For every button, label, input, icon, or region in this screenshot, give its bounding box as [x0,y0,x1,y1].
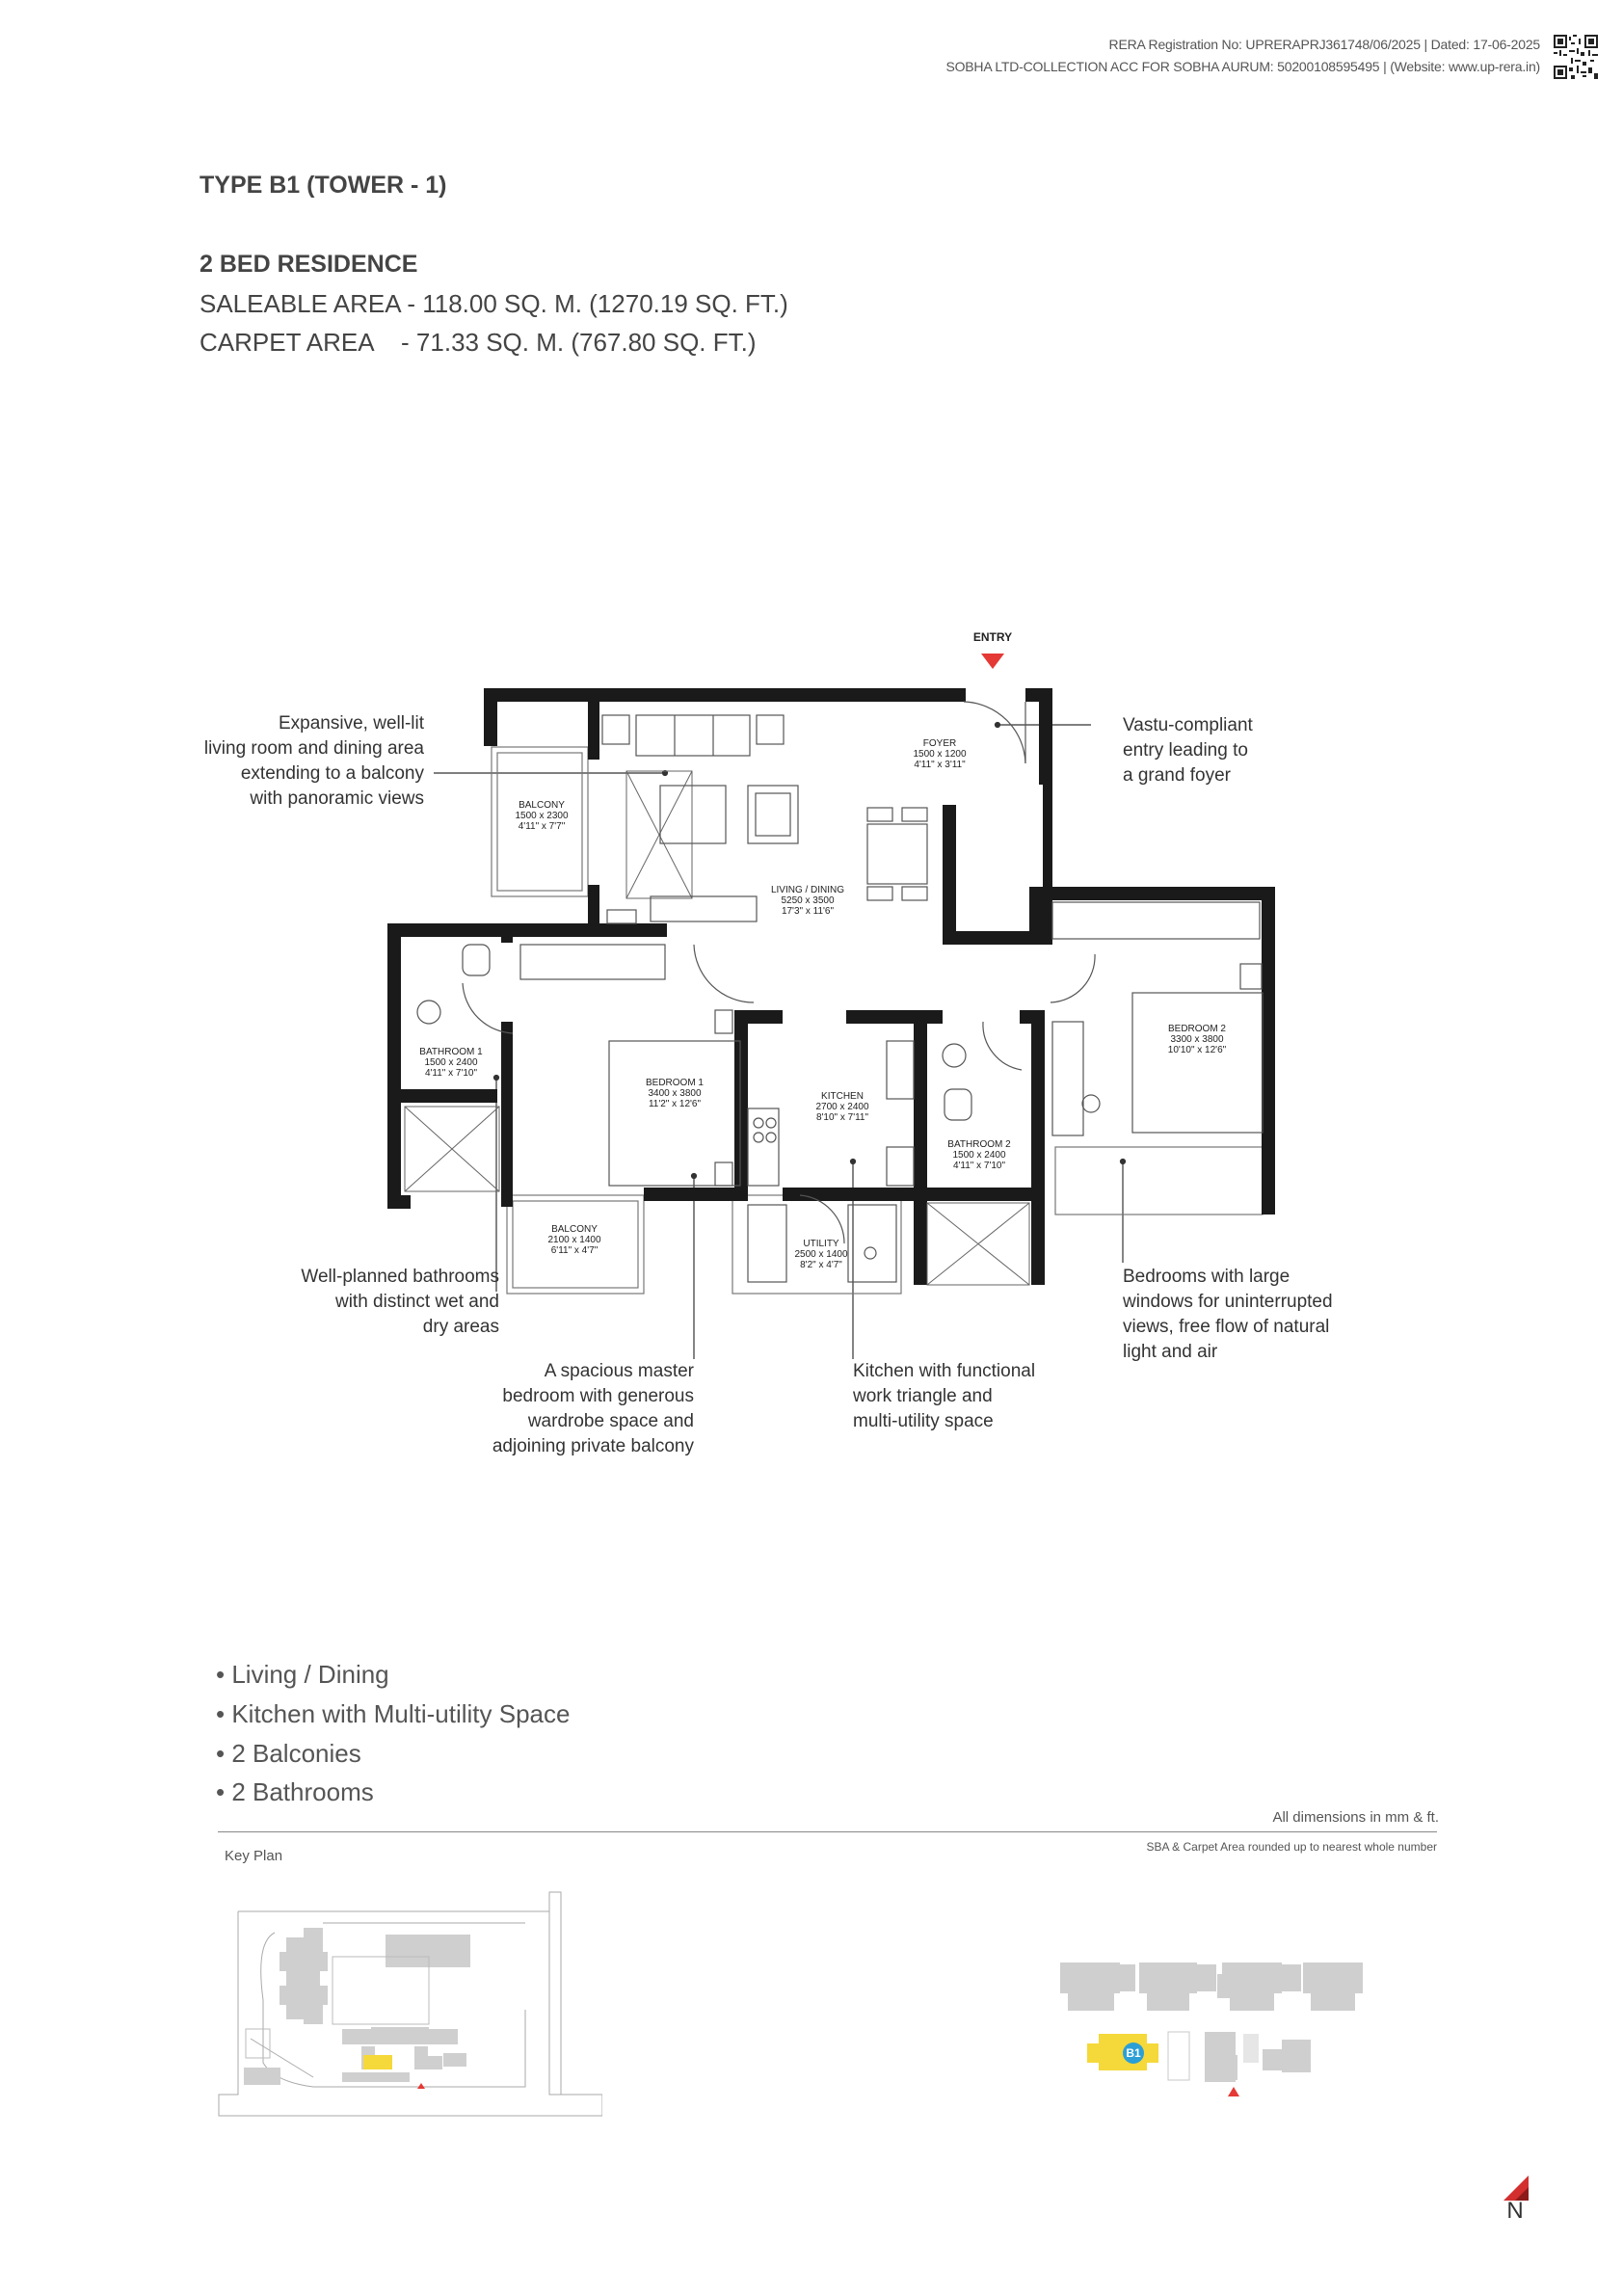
tower-key-plan [1051,1957,1417,2111]
room-label-living: 5250 x 3500 [781,895,835,906]
room-label-bedroom1: 11'2" x 12'6" [648,1099,702,1109]
room-label-bathroom2: 4'11" x 7'10" [952,1161,1006,1171]
entry-label: ENTRY [972,630,1013,644]
room-label-bedroom2: 3300 x 3800 [1170,1034,1224,1045]
unit-type-title: TYPE B1 (TOWER - 1) [200,172,447,199]
room-label-bedroom1: 3400 x 3800 [648,1088,702,1099]
tower-entry-arrow-icon [1228,2087,1239,2096]
room-label-bathroom1: BATHROOM 1 [419,1047,483,1057]
site-key-plan [217,1884,602,2125]
rounding-note: SBA & Carpet Area rounded up to nearest whole number [1146,1840,1437,1854]
room-label-balcony-bed1: 2100 x 1400 [547,1235,601,1245]
room-label-kitchen: 8'10" x 7'11" [815,1112,869,1123]
feature-item: • Kitchen with Multi-utility Space [216,1699,571,1728]
feature-item: • 2 Bathrooms [216,1777,374,1806]
room-label-bedroom2: BEDROOM 2 [1167,1024,1227,1034]
room-label-balcony-bed1: 6'11" x 4'7" [550,1245,599,1256]
room-label-kitchen: KITCHEN [821,1091,864,1102]
callout-bedrooms: Bedrooms with large windows for uninterrupted views, free flow of natural light and air [1123,1267,1333,1362]
room-label-bathroom1: 4'11" x 7'10" [424,1068,478,1079]
callout-kitchen: Kitchen with functional work triangle and multi-utility space [853,1361,1036,1431]
feature-item: • 2 Balconies [216,1739,361,1768]
room-label-balcony-bed1: BALCONY [551,1224,598,1235]
room-label-foyer: 4'11" x 3'11" [914,760,966,770]
residence-type: 2 BED RESIDENCE [200,251,418,278]
room-label-utility: 2500 x 1400 [794,1249,848,1260]
room-label-utility: 8'2" x 4'7" [800,1260,842,1270]
room-label-bedroom2: 10'10" x 12'6" [1167,1045,1227,1055]
rera-registration: RERA Registration No: UPRERAPRJ361748/06/2025 | Dated: 17-06-2025 [1108,37,1540,52]
room-label-utility: UTILITY [803,1239,839,1249]
callout-living: Expansive, well-lit living room and dining area extending to a balcony with panoramic views [203,713,424,809]
callout-bathrooms: Well-planned bathrooms with distinct wet and dry areas [301,1267,499,1337]
room-label-kitchen: 2700 x 2400 [815,1102,869,1112]
wet-areas [405,771,1029,1285]
room-label-living: 17'3" x 11'6" [781,906,835,917]
room-label-balcony-living: 1500 x 2300 [515,811,569,821]
room-label-bathroom2: 1500 x 2400 [952,1150,1006,1161]
room-label-bathroom1: 1500 x 2400 [424,1057,478,1068]
room-label-balcony-living: BALCONY [519,800,565,811]
room-label-balcony-living: 4'11" x 7'7" [518,821,566,832]
saleable-area: SALEABLE AREA - 118.00 SQ. M. (1270.19 SQ. FT.) [200,289,788,318]
carpet-area: CARPET AREA - 71.33 SQ. M. (767.80 SQ. FT.) [200,328,757,357]
room-label-foyer: 1500 x 1200 [913,749,967,760]
room-label-bathroom2: BATHROOM 2 [947,1139,1011,1150]
dimensions-note: All dimensions in mm & ft. [1272,1809,1439,1826]
room-label-foyer: FOYER [922,738,957,749]
callout-master-bedroom: A spacious master bedroom with generous wardrobe space and adjoining private balcony [492,1361,694,1456]
rera-account: SOBHA LTD-COLLECTION ACC FOR SOBHA AURUM: 50200108595495 | (Website: www.up-rera.in) [945,59,1540,74]
room-label-bedroom1: BEDROOM 1 [645,1078,705,1088]
divider [218,1831,1437,1832]
site-entry-arrow-icon [417,2083,425,2089]
entry-arrow-icon [981,654,1004,669]
room-label-living: LIVING / DINING [770,885,845,895]
north-label: N [1506,2198,1524,2224]
callout-foyer: Vastu-compliant entry leading to a grand foyer [1123,715,1253,786]
unit-badge-label: B1 [1126,2046,1141,2060]
key-plan-label: Key Plan [225,1848,283,1864]
feature-item: • Living / Dining [216,1660,389,1689]
